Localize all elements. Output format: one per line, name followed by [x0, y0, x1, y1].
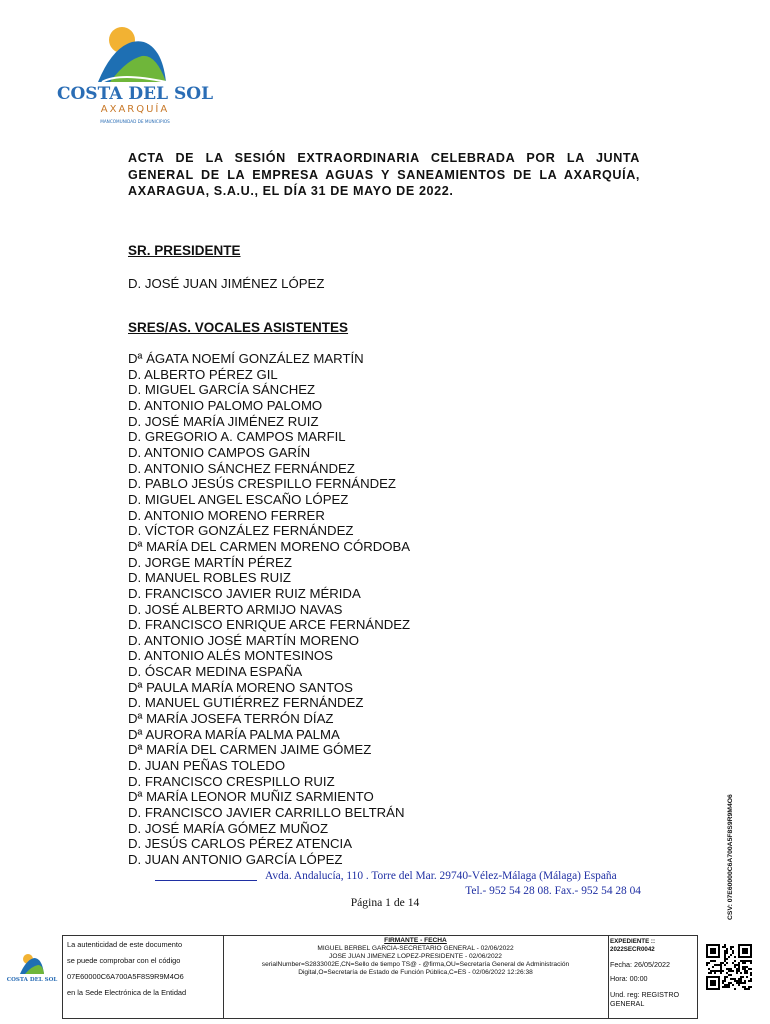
logo-graphic [56, 20, 214, 130]
attendee-item: D. JOSÉ MARÍA GÓMEZ MUÑOZ [128, 820, 329, 836]
footer-logo-graphic [6, 950, 58, 990]
attendee-item: D. PABLO JESÚS CRESPILLO FERNÁNDEZ [128, 476, 396, 492]
logo-tagline-text: MANCOMUNIDAD DE MUNICIPIOS [100, 119, 170, 124]
verify-line: La autenticidad de este documento [67, 940, 183, 949]
attendee-item: Dª MARÍA LEONOR MUÑIZ SARMIENTO [128, 789, 374, 805]
signers-box [223, 936, 608, 1018]
attendee-item: D. JESÚS CARLOS PÉREZ ATENCIA [128, 836, 352, 852]
attendees-heading: SRES/AS. VOCALES ASISTENTES [128, 320, 349, 335]
attendee-item: D. JORGE MARTÍN PÉREZ [128, 554, 292, 570]
attendee-item: D. FRANCISCO ENRIQUE ARCE FERNÁNDEZ [128, 617, 411, 633]
attendee-item: D. MANUEL GUTIÉRREZ FERNÁNDEZ [128, 695, 364, 711]
attendee-item: Dª MARÍA DEL CARMEN JAIME GÓMEZ [128, 742, 372, 758]
attendee-item: Dª AURORA MARÍA PALMA PALMA [128, 726, 340, 742]
certificate-line: Digital,O=Secretaría de Estado de Función Pública,C=ES - 02/06/2022 12:26:38 [298, 969, 533, 976]
verify-line: en la Sede Electrónica de la Entidad [67, 988, 187, 997]
verification-box [63, 936, 224, 1018]
registry-unit: Und. reg: REGISTRO [610, 990, 680, 999]
expediente-date: Fecha: 26/05/2022 [610, 960, 670, 969]
address-street: Avda. Andalucía, 110 . Torre del Mar. 29740-Vélez-Málaga (Málaga) España [265, 870, 617, 882]
attendee-item: Dª MARÍA DEL CARMEN MORENO CÓRDOBA [128, 538, 411, 554]
attendee-item: D. ÓSCAR MEDINA ESPAÑA [128, 664, 303, 680]
qr-code-graphic [706, 944, 752, 990]
attendees-list [128, 351, 410, 868]
costa-del-sol-logo [56, 20, 214, 130]
verification-code: 07E60000C6A700A5F8S9R9M4O6 [67, 972, 184, 981]
attendee-item: D. GREGORIO A. CAMPOS MARFIL [128, 429, 346, 445]
attendee-item: D. ANTONIO ALÉS MONTESINOS [128, 648, 333, 664]
attendee-item: D. JOSÉ ALBERTO ARMIJO NAVAS [128, 601, 343, 617]
attendee-item: D. ANTONIO PALOMO PALOMO [128, 397, 323, 413]
expediente-value: 2022SECR0042 [610, 946, 655, 953]
verify-line: se puede comprobar con el código [67, 956, 181, 965]
attendee-item: D. MIGUEL ANGEL ESCAÑO LÓPEZ [128, 491, 349, 507]
expediente-label: EXPEDIENTE :: [610, 938, 656, 945]
attendee-item: D. MIGUEL GARCÍA SÁNCHEZ [128, 382, 316, 398]
attendee-item: D. FRANCISCO JAVIER RUIZ MÉRIDA [128, 585, 361, 601]
qr-code [706, 944, 752, 990]
expediente-time: Hora: 00:00 [610, 974, 648, 983]
address-rule [155, 869, 257, 881]
president-name: D. JOSÉ JUAN JIMÉNEZ LÓPEZ [128, 276, 325, 291]
attendee-item: D. ANTONIO MORENO FERRER [128, 507, 325, 523]
certificate-line: serialNumber=S2833002E,CN=Sello de tiempo TS@ - @firma,OU=Secretaría General de Administración [261, 961, 570, 968]
attendee-item: D. ANTONIO JOSÉ MARTÍN MORENO [128, 632, 360, 648]
president-heading: SR. PRESIDENTE [128, 243, 241, 258]
csv-vertical-code: CSV: 07E60000C6A700A5F8S9R9M4O6 [727, 794, 734, 920]
signature-footer [62, 935, 609, 1019]
attendee-item: Dª PAULA MARÍA MORENO SANTOS [128, 679, 353, 695]
attendee-item: D. ANTONIO SÁNCHEZ FERNÁNDEZ [128, 460, 355, 476]
attendee-item: D. MANUEL ROBLES RUIZ [128, 570, 291, 586]
logo-brand-text: COSTA DEL SOL [56, 84, 214, 104]
signer-entry: MIGUEL BERBEL GARCIA-SECRETARIO GENERAL - 02/06/2022 [317, 945, 514, 952]
attendee-item: D. JOSÉ MARÍA JIMÉNEZ RUIZ [128, 413, 319, 429]
attendee-item: D. FRANCISCO JAVIER CARRILLO BELTRÁN [128, 805, 405, 821]
footer-logo [6, 950, 58, 990]
attendee-item: D. JUAN ANTONIO GARCÍA LÓPEZ [128, 852, 343, 867]
logo-subbrand-text: AXARQUÍA [100, 104, 170, 115]
signer-entry: JOSE JUAN JIMENEZ LOPEZ-PRESIDENTE - 02/06/2022 [329, 953, 502, 960]
attendee-item: D. FRANCISCO CRESPILLO RUIZ [128, 773, 335, 789]
attendee-item: Dª ÁGATA NOEMÍ GONZÁLEZ MARTÍN [128, 351, 364, 366]
page-number: Página 1 de 14 [350, 896, 420, 909]
attendee-item: D. JUAN PEÑAS TOLEDO [128, 758, 286, 774]
document-title: ACTA DE LA SESIÓN EXTRAORDINARIA CELEBRADA POR LA JUNTA GENERAL DE LA EMPRESA AGUAS Y SANEAMIENTOS DE LA AXARQUÍA, AXARAGUA, S.A.U., EL DÍA 31 DE MAYO DE 2022. [128, 151, 640, 198]
expediente-box [607, 935, 698, 1019]
attendee-item: Dª MARÍA JOSEFA TERRÓN DÍAZ [128, 711, 334, 727]
address-phone: Tel.- 952 54 28 08. Fax.- 952 54 28 04 [465, 885, 641, 897]
attendee-item: D. ANTONIO CAMPOS GARÍN [128, 444, 311, 460]
footer-logo-text: COSTA DEL SOL [6, 977, 58, 983]
registry-unit: GENERAL [610, 999, 645, 1008]
attendee-item: D. ALBERTO PÉREZ GIL [128, 366, 278, 382]
attendee-item: D. VÍCTOR GONZÁLEZ FERNÁNDEZ [128, 523, 354, 539]
signers-heading: FIRMANTE - FECHA [384, 937, 447, 944]
company-address [155, 869, 641, 899]
